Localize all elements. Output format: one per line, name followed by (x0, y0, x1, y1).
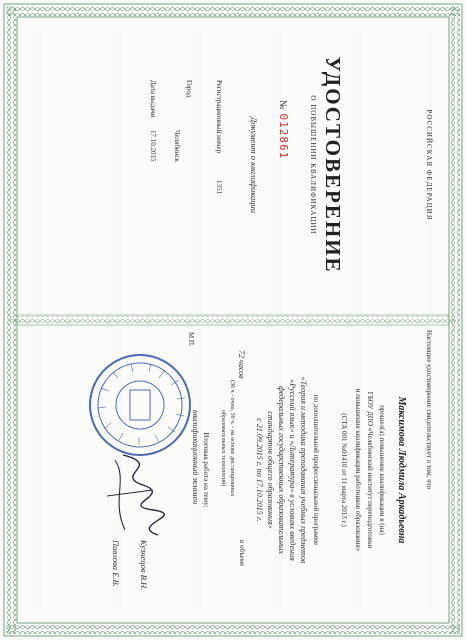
reg-value: 1351 (215, 180, 223, 194)
city-value: Челябинск (173, 130, 181, 162)
hours-detail2: образовательных технологий) (220, 410, 226, 487)
signer1-name: Кузнецов В.Н. (139, 540, 149, 591)
program-line4: стандартов общего образования» (266, 411, 275, 529)
signature-icon (103, 450, 173, 540)
intro-text: Настоящее удостоверение свидетельствует о том, что (425, 330, 433, 490)
certificate-spread (21, 20, 445, 620)
stamp-icon (85, 350, 195, 460)
date-label: Дата выдачи (149, 80, 157, 118)
program-intro: по дополнительной профессиональной программе (312, 394, 320, 546)
training-line4: (СТА 001 №01410 от 11 марта 2013 г.) (340, 413, 348, 527)
certificate-number (275, 100, 293, 159)
program-line1: «Теория и методика преподавания учебных предметов (299, 376, 308, 564)
city-label: Город (185, 80, 193, 98)
exam-type: квалификационный экзамен (191, 410, 200, 505)
signer2-name: Павлова Е.В. (111, 540, 121, 587)
program-period: с 21.09.2015 г. по 17.10.2015 г. (255, 418, 264, 522)
number-label: № (277, 100, 288, 110)
hours-value: 72 часов (237, 350, 246, 379)
program-line3: федеральных государственных образовательных (277, 386, 286, 554)
country-name: РОССИЙСКАЯ ФЕДЕРАЦИЯ (425, 109, 433, 221)
hours-note: в объеме (238, 540, 246, 567)
certificate-subtitle: О ПОВЫШЕНИИ КВАЛИФИКАЦИИ (309, 95, 317, 235)
training-line1: прошел(а) повышение квалификации в (на) (378, 405, 386, 535)
hours-detail: (36 ч.- очно, 36 ч. - на основе дистанционных (229, 380, 235, 497)
document-caption: Документ о квалификации (249, 116, 259, 214)
program-line2: «Русский язык» и «Литература» в условиях введения (288, 379, 297, 561)
final-work-label: Итоговая работа на тему: (202, 432, 210, 508)
training-line2: ГБОУ ДПО «Челябинский институт переподготовки (366, 391, 374, 549)
certificate-title: УДОСТОВЕРЕНИЕ (321, 56, 345, 274)
date-value: 17.10.2015 (149, 130, 157, 162)
holder-name: Максимова Людмила Аркадьевна (396, 396, 407, 544)
seal-label: М.П. (187, 332, 195, 347)
reg-label: Регистрационный номер (215, 80, 223, 154)
number-value: 012861 (277, 113, 290, 160)
training-line3: и повышения квалификации работников образования» (354, 388, 362, 552)
